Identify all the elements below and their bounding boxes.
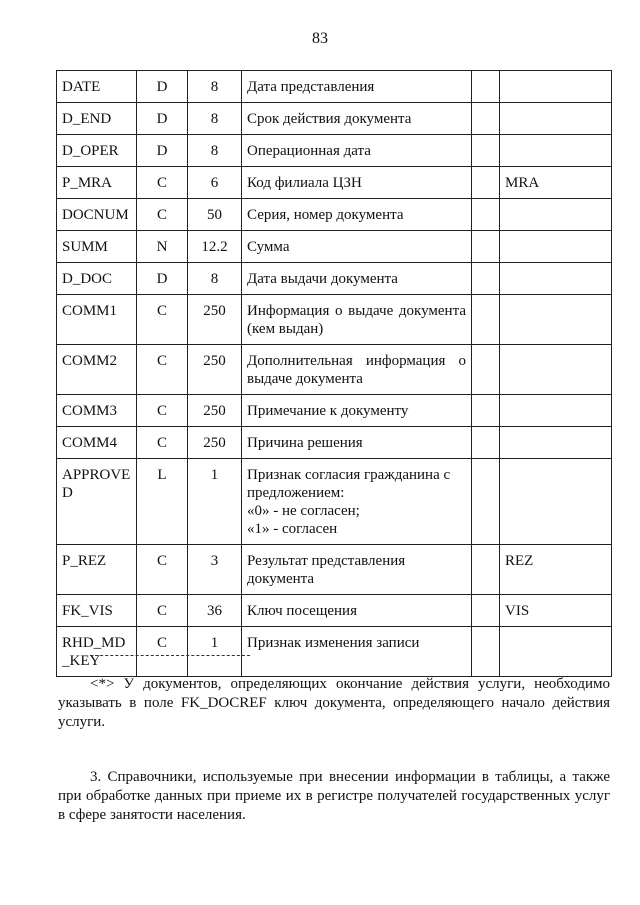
field-ref-cell: [500, 231, 612, 263]
field-ref-cell: [500, 627, 612, 677]
table-row: [57, 135, 612, 167]
field-description-cell: Дополнительная информация о выдаче документа: [242, 345, 472, 395]
field-name-cell: P_MRA: [57, 167, 137, 199]
field-length-cell: 12.2: [188, 231, 242, 263]
table-row: [57, 167, 612, 199]
field-name-cell: COMM3: [57, 395, 137, 427]
field-type-cell: C: [137, 545, 188, 595]
field-description-cell: Причина решения: [242, 427, 472, 459]
field-flag-cell: [472, 103, 500, 135]
field-flag-cell: [472, 231, 500, 263]
page-number: 83: [312, 30, 328, 47]
field-ref-cell: [500, 199, 612, 231]
field-flag-cell: [472, 595, 500, 627]
field-length-cell: 250: [188, 345, 242, 395]
field-name-cell: DATE: [57, 71, 137, 103]
field-name-cell: COMM2: [57, 345, 137, 395]
field-description-cell: Сумма: [242, 231, 472, 263]
table-row: [57, 459, 612, 545]
field-name-cell: SUMM: [57, 231, 137, 263]
field-length-cell: 8: [188, 135, 242, 167]
field-type-cell: D: [137, 103, 188, 135]
field-flag-cell: [472, 167, 500, 199]
field-length-cell: 6: [188, 167, 242, 199]
field-ref-cell: [500, 295, 612, 345]
field-length-cell: 1: [188, 459, 242, 545]
field-description-cell: Информация о выдаче документа (кем выдан): [242, 295, 472, 345]
table-row: [57, 263, 612, 295]
field-description-cell: Код филиала ЦЗН: [242, 167, 472, 199]
table-row: [57, 199, 612, 231]
field-flag-cell: [472, 459, 500, 545]
field-flag-cell: [472, 71, 500, 103]
table-row: [57, 427, 612, 459]
field-name-cell: D_END: [57, 103, 137, 135]
paragraph-3: 3. Справочники, используемые при внесении информации в таблицы, а также при обработке данных при приеме их в регистре получателей государственных услуг в сфере занятости населения.: [58, 769, 610, 823]
field-length-cell: 250: [188, 427, 242, 459]
field-description-cell: Дата представления: [242, 71, 472, 103]
field-ref-cell: [500, 71, 612, 103]
field-length-cell: 250: [188, 295, 242, 345]
field-ref-cell: [500, 427, 612, 459]
fields-table-body: [57, 71, 612, 677]
field-description-cell: Результат представления документа: [242, 545, 472, 595]
field-type-cell: C: [137, 167, 188, 199]
table-row: [57, 71, 612, 103]
field-ref-cell: REZ: [500, 545, 612, 595]
field-type-cell: N: [137, 231, 188, 263]
field-length-cell: 250: [188, 395, 242, 427]
field-flag-cell: [472, 395, 500, 427]
field-name-cell: RHD_MD _KEY: [57, 627, 137, 677]
field-name-cell: APPROVE D: [57, 459, 137, 545]
field-flag-cell: [472, 545, 500, 595]
field-name-cell: P_REZ: [57, 545, 137, 595]
table-row: [57, 395, 612, 427]
field-description-cell: Признак согласия гражданина с предложением: «0» - не согласен; «1» - согласен: [242, 459, 472, 545]
field-length-cell: 8: [188, 71, 242, 103]
table-row: [57, 595, 612, 627]
field-type-cell: C: [137, 295, 188, 345]
field-length-cell: 50: [188, 199, 242, 231]
field-flag-cell: [472, 199, 500, 231]
field-type-cell: D: [137, 71, 188, 103]
field-flag-cell: [472, 263, 500, 295]
field-ref-cell: [500, 459, 612, 545]
footnote-text: <*> У документов, определяющих окончание действия услуги, необходимо указывать в поле FK_DOCREF ключ документа, определяющего начало действия услуги.: [58, 676, 610, 730]
field-name-cell: D_OPER: [57, 135, 137, 167]
field-description-cell: Дата выдачи документа: [242, 263, 472, 295]
field-type-cell: C: [137, 427, 188, 459]
field-type-cell: C: [137, 199, 188, 231]
field-type-cell: D: [137, 263, 188, 295]
field-flag-cell: [472, 295, 500, 345]
table-row: [57, 295, 612, 345]
table-row: [57, 627, 612, 677]
field-description-cell: Операционная дата: [242, 135, 472, 167]
field-ref-cell: [500, 395, 612, 427]
field-description-cell: Примечание к документу: [242, 395, 472, 427]
table-row: [57, 103, 612, 135]
field-type-cell: C: [137, 345, 188, 395]
field-ref-cell: MRA: [500, 167, 612, 199]
field-type-cell: C: [137, 395, 188, 427]
field-type-cell: D: [137, 135, 188, 167]
field-name-cell: FK_VIS: [57, 595, 137, 627]
field-type-cell: C: [137, 595, 188, 627]
field-flag-cell: [472, 427, 500, 459]
field-name-cell: D_DOC: [57, 263, 137, 295]
field-description-cell: Ключ посещения: [242, 595, 472, 627]
table-row: [57, 545, 612, 595]
field-ref-cell: [500, 103, 612, 135]
field-ref-cell: VIS: [500, 595, 612, 627]
field-type-cell: C: [137, 627, 188, 677]
footnote-rule: [90, 655, 250, 656]
field-length-cell: 8: [188, 103, 242, 135]
field-name-cell: COMM1: [57, 295, 137, 345]
fields-table: [56, 70, 612, 677]
field-length-cell: 36: [188, 595, 242, 627]
field-name-cell: COMM4: [57, 427, 137, 459]
field-flag-cell: [472, 135, 500, 167]
field-type-cell: L: [137, 459, 188, 545]
field-length-cell: 8: [188, 263, 242, 295]
field-description-cell: Срок действия документа: [242, 103, 472, 135]
field-description-cell: Серия, номер документа: [242, 199, 472, 231]
field-flag-cell: [472, 627, 500, 677]
field-length-cell: 1: [188, 627, 242, 677]
field-name-cell: DOCNUM: [57, 199, 137, 231]
field-ref-cell: [500, 135, 612, 167]
field-description-cell: Признак изменения записи: [242, 627, 472, 677]
field-length-cell: 3: [188, 545, 242, 595]
field-flag-cell: [472, 345, 500, 395]
field-ref-cell: [500, 345, 612, 395]
table-row: [57, 231, 612, 263]
table-row: [57, 345, 612, 395]
field-ref-cell: [500, 263, 612, 295]
